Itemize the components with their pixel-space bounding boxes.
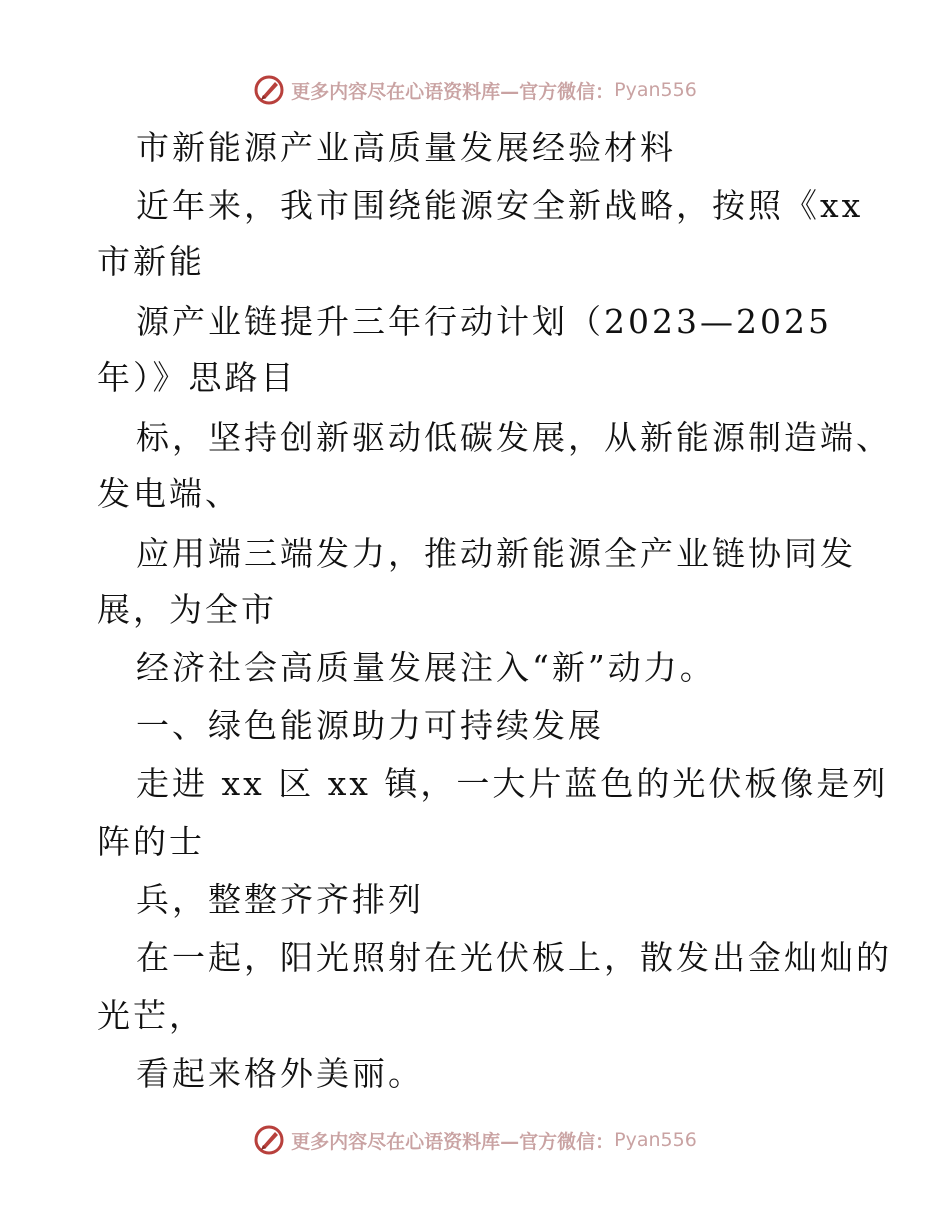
paragraph-line: 近年来，我市围绕能源安全新战略，按照《xx xyxy=(136,186,864,225)
paragraph-line: 兵，整整齐齐排列 xyxy=(136,880,424,919)
header-watermark xyxy=(0,70,950,110)
footer-watermark xyxy=(0,1120,950,1160)
quill-pen-logo-icon xyxy=(253,74,285,106)
paragraph-line: 发电端、 xyxy=(97,474,241,513)
quill-pen-logo-icon xyxy=(253,1124,285,1156)
paragraph-line: 市新能 xyxy=(97,242,205,281)
paragraph-line: 光芒， xyxy=(97,996,205,1035)
paragraph-line: 源产业链提升三年行动计划（2023—2025 xyxy=(136,302,832,341)
document-title: 市新能源产业高质量发展经验材料 xyxy=(136,128,676,167)
paragraph-line: 经济社会高质量发展注入“新”动力。 xyxy=(136,648,716,687)
watermark-text: 更多内容尽在心语资料库—官方微信： xyxy=(291,80,615,103)
paragraph-line: 看起来格外美丽。 xyxy=(136,1054,424,1093)
paragraph-line: 走进 xx 区 xx 镇，一大片蓝色的光伏板像是列 xyxy=(136,764,889,803)
section-heading: 一、绿色能源助力可持续发展 xyxy=(136,706,604,745)
watermark-wechat-id: Pyan556 xyxy=(614,1129,697,1151)
watermark-text: 更多内容尽在心语资料库—官方微信： xyxy=(291,1130,615,1153)
paragraph-line: 应用端三端发力，推动新能源全产业链协同发 xyxy=(136,534,856,573)
paragraph-line: 标，坚持创新驱动低碳发展，从新能源制造端、 xyxy=(136,418,892,457)
paragraph-line: 阵的士 xyxy=(97,822,205,861)
paragraph-line: 展，为全市 xyxy=(97,590,277,629)
watermark-wechat-id: Pyan556 xyxy=(614,79,697,101)
paragraph-line: 在一起，阳光照射在光伏板上，散发出金灿灿的 xyxy=(136,938,892,977)
paragraph-line: 年）》思路目 xyxy=(97,358,297,397)
